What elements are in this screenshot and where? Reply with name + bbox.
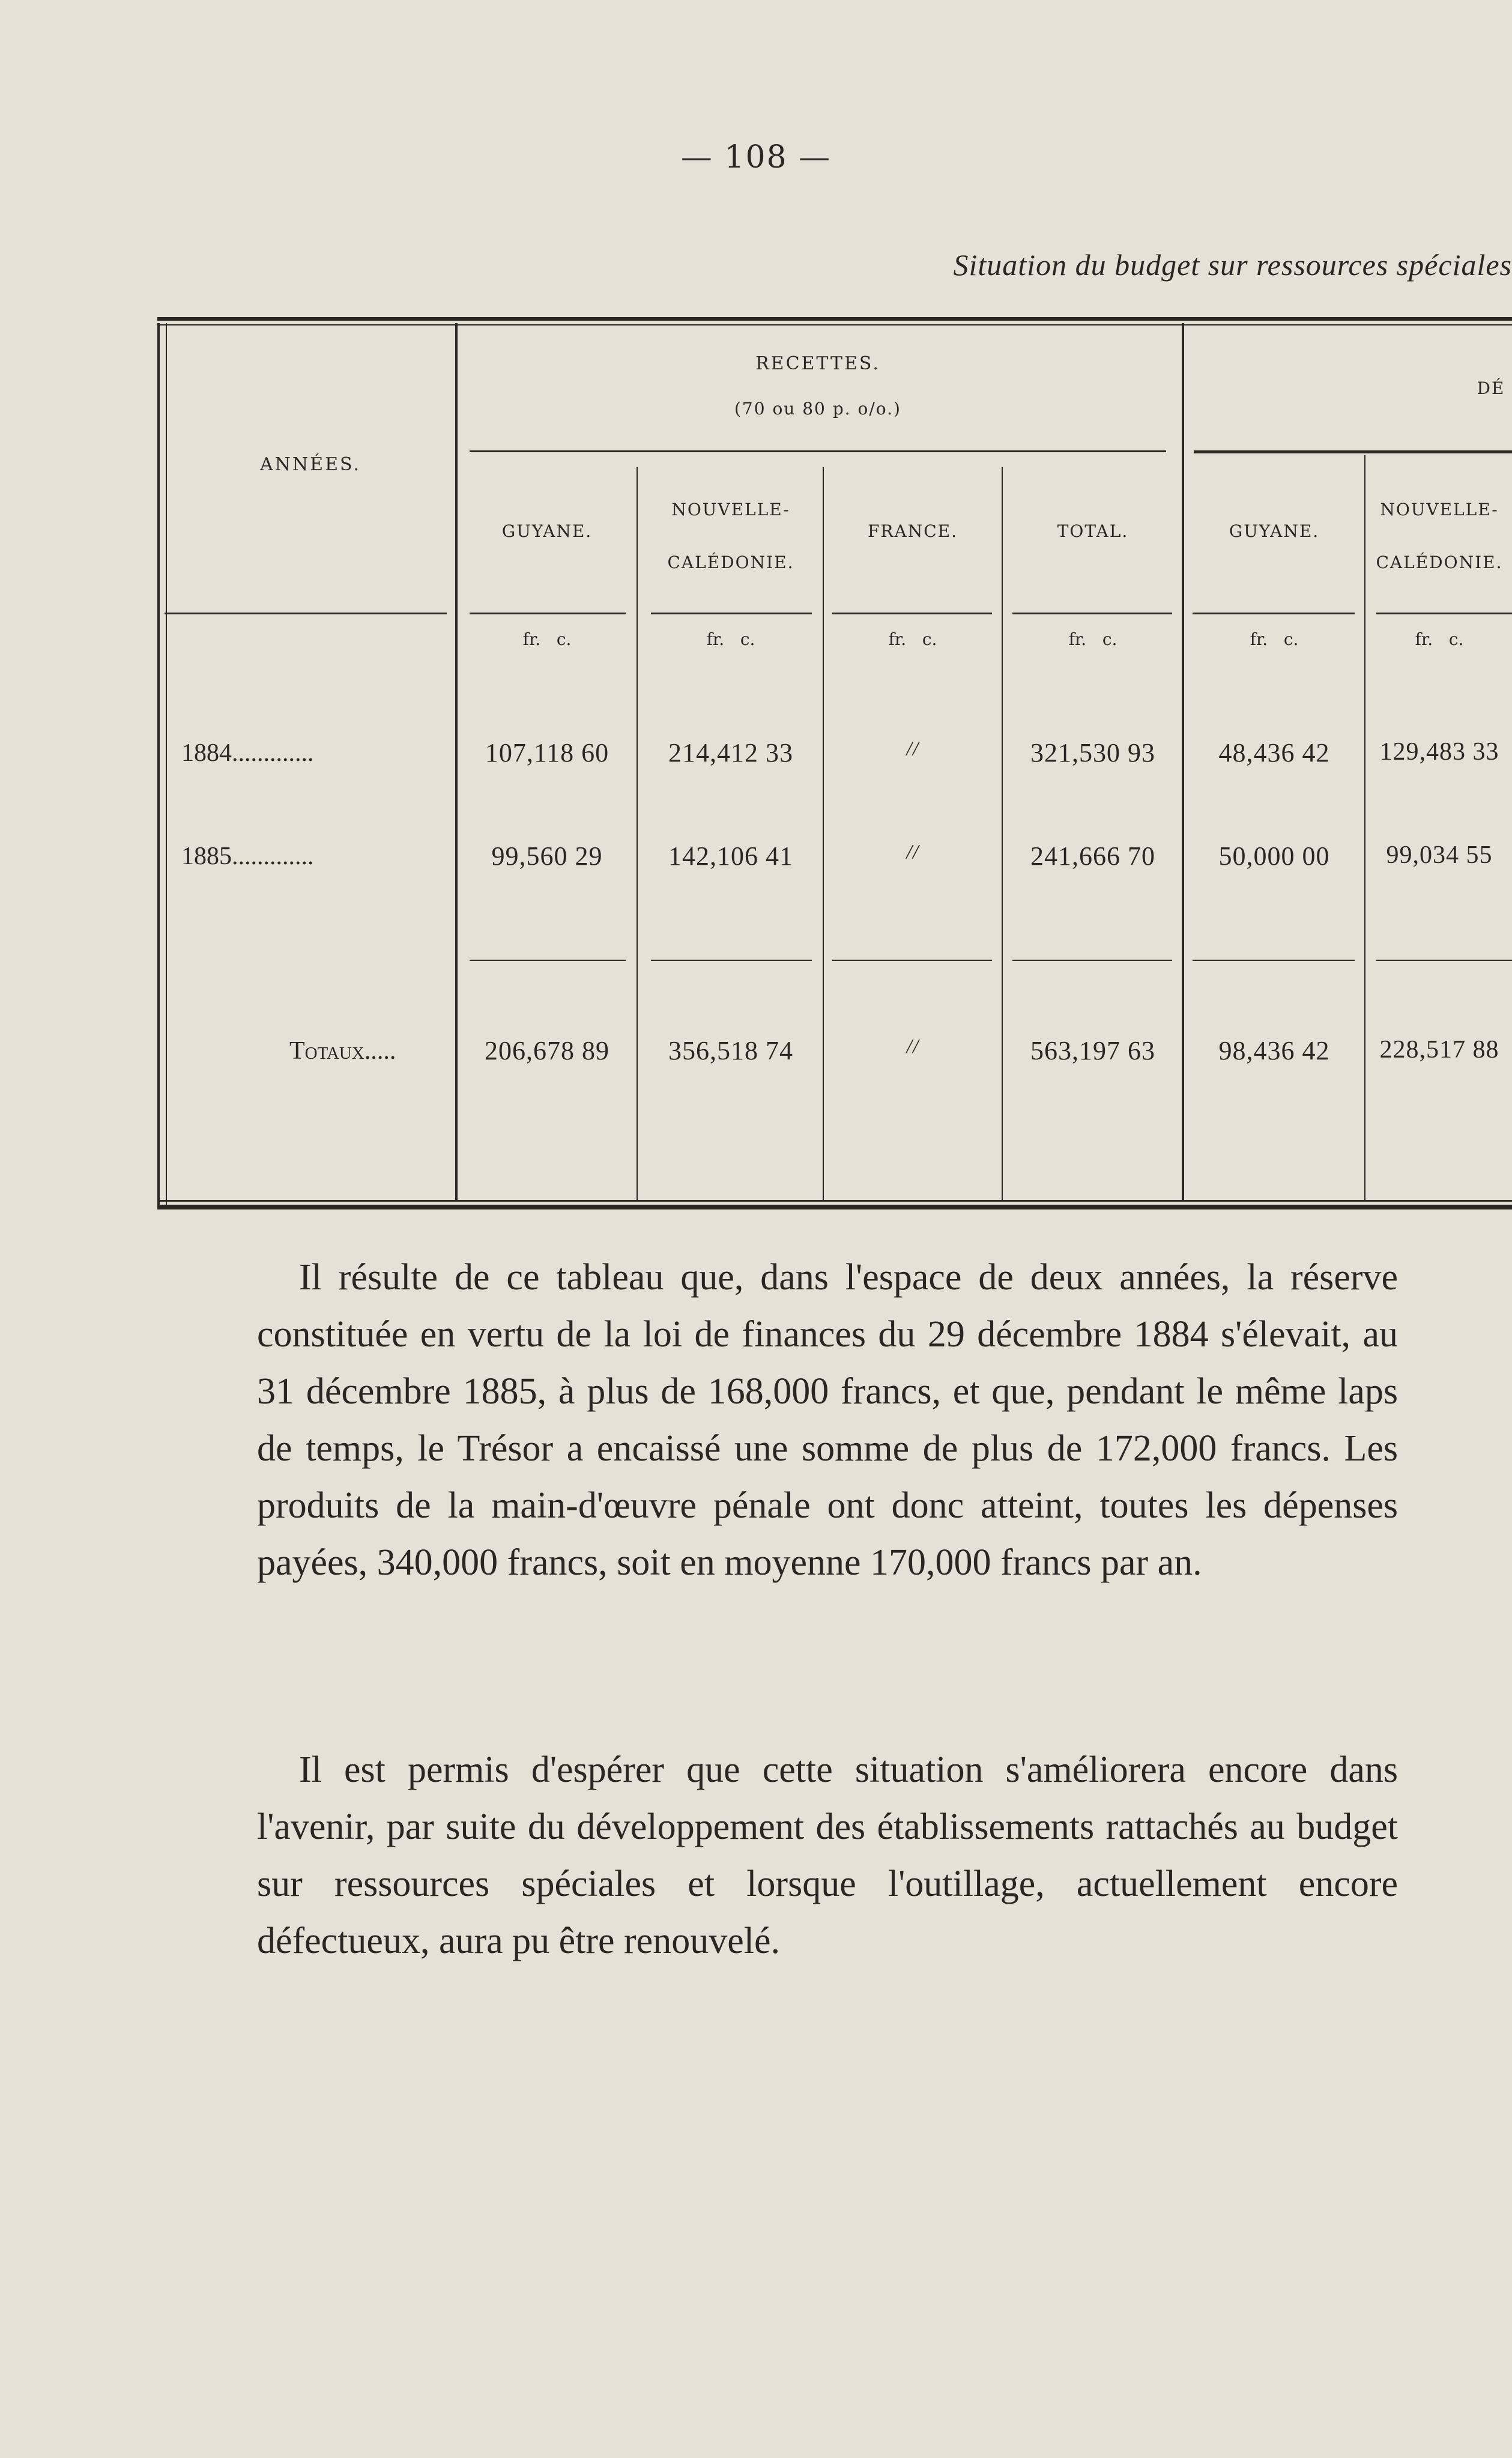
totals-label: Totaux..... bbox=[289, 1037, 396, 1065]
header-rule-c2 bbox=[651, 613, 812, 614]
totals-rule-c6 bbox=[1376, 960, 1512, 961]
row-1885-guyane: 99,560 29 bbox=[491, 841, 603, 871]
col-divider-6 bbox=[1364, 455, 1365, 1200]
header-rule-c1 bbox=[470, 613, 626, 614]
body-paragraph-2: Il est permis d'espérer que cette situation s'améliorera encore dans l'avenir, par suite du développement des établissements rattachés au budget sur ressources spéciales et lorsque l'outillage, actuellement encore défectueux, aura pu être renouvelé. bbox=[257, 1749, 1398, 1961]
row-1885-nouvelle-caledonie: 142,106 41 bbox=[668, 841, 793, 871]
body-paragraph-1: Il résulte de ce tableau que, dans l'espace de deux années, la réserve constituée en vertu de la loi de finances du 29 décembre 1884 s'élevait, au 31 décembre 1885, à plus de 168,000 francs, et que, pendant le même laps de temps, le Trésor a encaissé une somme de plus de 172,000 francs. Les produits de la main-d'œuvre pénale ont donc atteint, toutes les dépenses payées, 340,000 francs, soit en moyenne 170,000 francs par an. bbox=[257, 1257, 1398, 1583]
totals-total: 563,197 63 bbox=[1030, 1036, 1155, 1065]
header-guyane-recettes: GUYANE. bbox=[501, 521, 593, 541]
row-1884-label: 1884............. bbox=[181, 739, 314, 767]
row-1885-france: // bbox=[906, 841, 919, 863]
unit-c4: fr. c. bbox=[1068, 629, 1117, 649]
totals-guyane: 206,678 89 bbox=[485, 1036, 609, 1065]
header-depenses-partial: DÉ bbox=[1477, 378, 1505, 398]
row-1885-label: 1885............. bbox=[181, 843, 314, 870]
row-1885-dep-nouvelle-caledonie: 99,034 55 bbox=[1386, 841, 1493, 869]
table-left-border-inner bbox=[166, 323, 167, 1206]
totals-dep-nouvelle-caledonie: 228,517 88 bbox=[1379, 1036, 1499, 1064]
totals-rule-c3 bbox=[832, 960, 992, 961]
header-nouvelle-depenses: NOUVELLE- bbox=[1380, 500, 1499, 519]
header-recettes: RECETTES. bbox=[755, 353, 880, 374]
recettes-underline bbox=[470, 450, 1166, 452]
header-caledonie-depenses: CALÉDONIE. bbox=[1376, 552, 1503, 572]
table-left-border bbox=[157, 323, 160, 1206]
depenses-underline bbox=[1194, 450, 1512, 453]
header-caledonie-recettes: CALÉDONIE. bbox=[667, 552, 794, 572]
row-1884-dep-nouvelle-caledonie: 129,483 33 bbox=[1379, 738, 1499, 766]
page-number: — 108 — bbox=[680, 139, 832, 175]
col-divider-4 bbox=[1002, 467, 1003, 1200]
totals-rule-c5 bbox=[1193, 960, 1355, 961]
unit-c2: fr. c. bbox=[706, 629, 755, 649]
header-nouvelle-recettes: NOUVELLE- bbox=[671, 500, 790, 519]
header-rule-c6 bbox=[1376, 613, 1512, 614]
totals-nouvelle-caledonie: 356,518 74 bbox=[668, 1036, 793, 1065]
totals-france: // bbox=[906, 1035, 919, 1058]
row-1885-total: 241,666 70 bbox=[1030, 841, 1155, 871]
header-total: TOTAL. bbox=[1057, 521, 1129, 541]
col-divider-3 bbox=[823, 467, 824, 1200]
header-rule-c4 bbox=[1012, 613, 1172, 614]
table-top-rule bbox=[157, 317, 1512, 321]
header-recettes-sub: (70 ou 80 p. o/o.) bbox=[734, 399, 901, 419]
budget-table bbox=[157, 323, 1512, 1206]
totals-rule-c1 bbox=[470, 960, 626, 961]
row-1884-nouvelle-caledonie: 214,412 33 bbox=[668, 738, 793, 767]
header-france: FRANCE. bbox=[868, 521, 958, 541]
row-1884-total: 321,530 93 bbox=[1030, 738, 1155, 767]
header-rule-c5 bbox=[1193, 613, 1355, 614]
unit-c6: fr. c. bbox=[1415, 629, 1464, 649]
header-rule-c3 bbox=[832, 613, 992, 614]
row-1885-dep-guyane: 50,000 00 bbox=[1218, 841, 1330, 871]
totals-rule-c2 bbox=[651, 960, 812, 961]
running-head: Situation du budget sur ressources spéciales bbox=[953, 248, 1512, 282]
col-divider-2 bbox=[637, 467, 638, 1200]
totals-rule-c4 bbox=[1012, 960, 1172, 961]
unit-c1: fr. c. bbox=[522, 629, 572, 649]
header-rule-annees bbox=[165, 613, 447, 614]
row-1884-dep-guyane: 48,436 42 bbox=[1218, 738, 1330, 767]
totals-dep-guyane: 98,436 42 bbox=[1218, 1036, 1330, 1065]
row-1884-france: // bbox=[906, 737, 919, 760]
unit-c3: fr. c. bbox=[888, 629, 937, 649]
header-annees: ANNÉES. bbox=[260, 454, 361, 475]
unit-c5: fr. c. bbox=[1250, 629, 1299, 649]
header-guyane-depenses: GUYANE. bbox=[1229, 521, 1320, 541]
row-1884-guyane: 107,118 60 bbox=[485, 738, 609, 767]
